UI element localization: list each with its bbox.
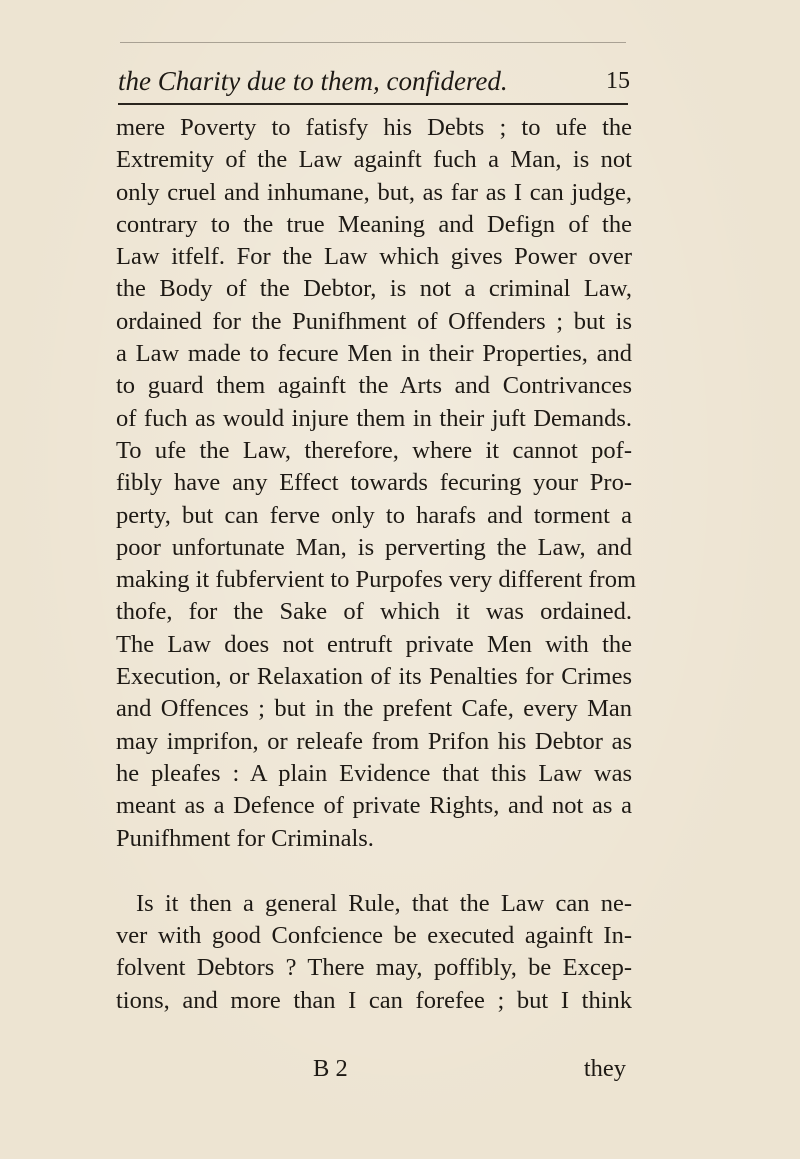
text-line: and Offences ; but in the prefent Cafe, every Man (116, 695, 632, 723)
page-top-edge-rule (120, 42, 626, 43)
text-line: ordained for the Punifhment of Offenders ; but is (116, 307, 632, 335)
text-line: perty, but can ferve only to harafs and torment a (116, 501, 632, 529)
text-line: to guard them againft the Arts and Contrivances (116, 372, 632, 400)
text-line: mere Poverty to fatisfy his Debts ; to ufe the (116, 114, 632, 141)
text-line: To ufe the Law, therefore, where it cannot pof- (116, 436, 632, 464)
text-line: the Body of the Debtor, is not a criminal Law, (116, 275, 632, 303)
text-line: fibly have any Effect towards fecuring your Pro- (116, 469, 632, 497)
text-line: a Law made to fecure Men in their Properties, and (116, 340, 632, 368)
catchword: they (583, 1055, 626, 1082)
text-line: The Law does not entruft private Men with the (116, 630, 632, 658)
header-rule (118, 103, 628, 105)
paragraph-gap (116, 855, 632, 888)
text-line: tions, and more than I can forefee ; but I think (116, 986, 632, 1014)
text-line: may imprifon, or releafe from Prifon his Debtor as (116, 727, 632, 755)
running-header (118, 64, 628, 104)
text-line: Execution, or Relaxation of its Penalties for Crimes (116, 663, 632, 691)
text-line: thofe, for the Sake of which it was ordained. (116, 598, 632, 626)
body-text (116, 112, 637, 1017)
page-number: 15 (606, 68, 630, 94)
page-footer (116, 1055, 632, 1089)
text-line: only cruel and inhumane, but, as far as I can judge, (116, 178, 632, 206)
text-line: Is it then a general Rule, that the Law can ne- (136, 889, 632, 917)
text-line: folvent Debtors ? There may, poffibly, be Excep- (116, 954, 632, 982)
text-line: Extremity of the Law againft fuch a Man, is not (116, 146, 632, 174)
text-line: he pleafes : A plain Evidence that this Law was (116, 759, 632, 787)
text-line: of fuch as would injure them in their juft Demands. (116, 404, 632, 432)
signature-mark: B 2 (313, 1055, 348, 1082)
text-line: Punifhment for Criminals. (116, 824, 374, 852)
text-line: ver with good Confcience be executed againft In- (116, 922, 632, 950)
running-title: the Charity due to them, confidered. (118, 66, 508, 96)
text-line: contrary to the true Meaning and Defign of the (116, 210, 632, 238)
text-line: Law itfelf. For the Law which gives Power over (116, 243, 632, 271)
text-line: meant as a Defence of private Rights, and not as a (116, 792, 632, 820)
text-line: poor unfortunate Man, is perverting the Law, and (116, 533, 632, 561)
text-line: making it fubfervient to Purpofes very different from (116, 566, 637, 594)
